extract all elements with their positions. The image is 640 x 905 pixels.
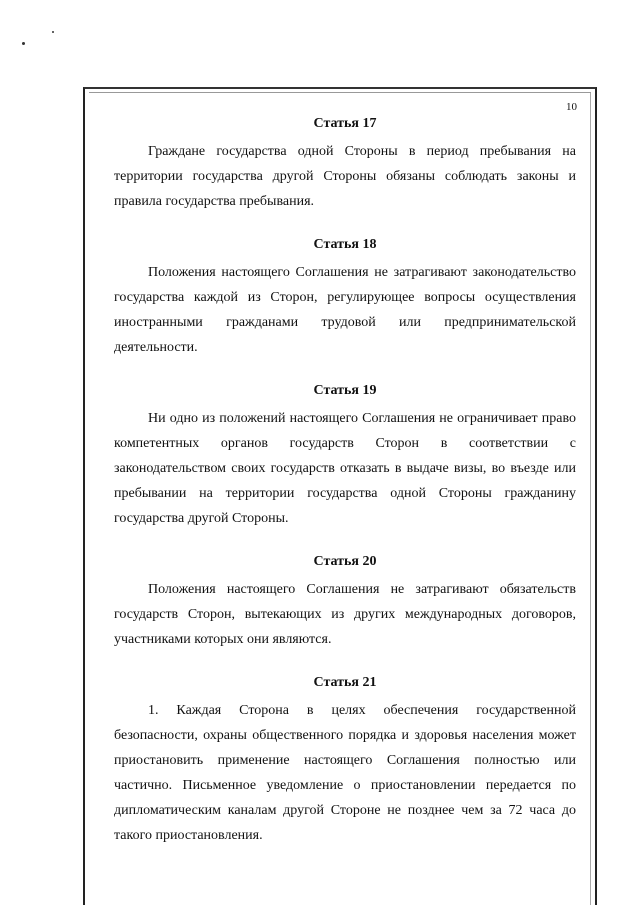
- document-body: [114, 111, 576, 848]
- article-heading: Статья 19: [313, 383, 377, 398]
- scan-speck: [22, 42, 25, 45]
- article-heading: Статья 18: [313, 237, 377, 252]
- article-20: [114, 549, 576, 652]
- article-heading: Статья 17: [313, 116, 377, 131]
- article-17: [114, 111, 576, 214]
- article-paragraph: Ни одно из положений настоящего Соглашения не ограничивает право компетентных органов государств Сторон в соответствии с законодательством своих государств отказать в выдаче визы, во въезде или пребывании на территории государства одной Стороны гражданину государства другой Стороны.: [114, 411, 576, 526]
- article-heading: Статья 21: [313, 675, 377, 690]
- page-number: 10: [566, 101, 577, 113]
- scan-speck: [52, 31, 54, 33]
- article-paragraph: Граждане государства одной Стороны в период пребывания на территории государства другой Стороны обязаны соблюдать законы и правила государства пребывания.: [114, 144, 576, 209]
- article-18: [114, 232, 576, 360]
- article-paragraph: Положения настоящего Соглашения не затрагивают законодательство государства каждой из Сторон, регулирующее вопросы осуществления иностранными гражданами трудовой или предпринимательской деятельности.: [114, 265, 576, 355]
- page-frame: [83, 87, 597, 905]
- article-heading: Статья 20: [313, 554, 377, 569]
- article-paragraph: 1. Каждая Сторона в целях обеспечения государственной безопасности, охраны общественного порядка и здоровья населения может приостановить применение настоящего Соглашения полностью или частично. Письменное уведомление о приостановлении передается по дипломатическим каналам другой Стороне не позднее чем за 72 часа до такого приостановления.: [114, 703, 576, 843]
- article-paragraph: Положения настоящего Соглашения не затрагивают обязательств государств Сторон, вытекающих из других международных договоров, участниками которых они являются.: [114, 582, 576, 647]
- article-21: [114, 670, 576, 848]
- article-19: [114, 378, 576, 531]
